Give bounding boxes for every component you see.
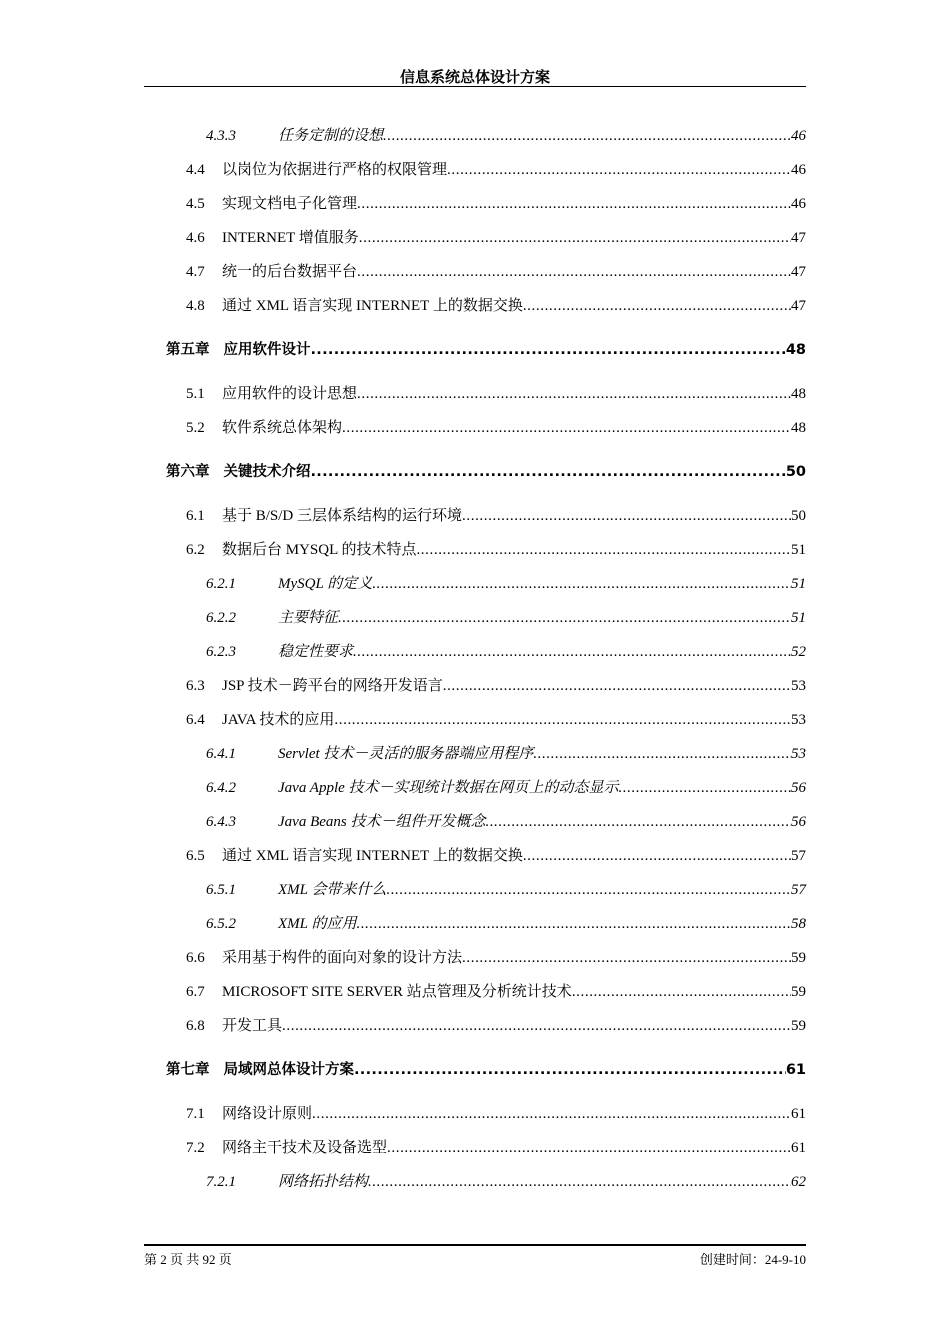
toc-entry[interactable] <box>186 262 806 282</box>
toc-entry[interactable] <box>186 1104 806 1124</box>
footer-created-date: 创建时间：24-9-10 <box>699 1252 806 1267</box>
toc-entry-page-number: 59 <box>791 1018 806 1034</box>
toc-entry[interactable] <box>186 160 806 180</box>
toc-dot-leader <box>462 506 791 526</box>
toc-entry-page-number: 51 <box>791 576 806 592</box>
toc-dot-leader <box>383 126 791 146</box>
toc-entry-title: 应用软件设计 <box>223 342 311 358</box>
toc-entry-page-number: 62 <box>791 1174 806 1190</box>
toc-entry-number: 6.4.1 <box>206 746 236 762</box>
toc-entry-number: 6.2.1 <box>206 576 236 592</box>
page-header-title: 信息系统总体设计方案 <box>399 68 550 86</box>
toc-entry[interactable] <box>186 540 806 560</box>
toc-entry-number: 6.7 <box>186 984 205 1000</box>
toc-entry-number: 5.1 <box>186 386 205 402</box>
toc-entry-number: 6.1 <box>186 508 205 524</box>
toc-dot-leader <box>334 710 791 730</box>
toc-entry-title: 网络设计原则 <box>222 1106 313 1122</box>
toc-dot-leader <box>359 228 791 248</box>
toc-dot-leader <box>282 1016 791 1036</box>
toc-entry-page-number: 47 <box>791 298 806 314</box>
toc-dot-leader <box>372 574 791 594</box>
toc-entry-number: 4.4 <box>186 162 205 178</box>
toc-entry-page-number: 53 <box>791 678 806 694</box>
toc-entry-title: 网络拓扑结构 <box>278 1174 369 1190</box>
toc-entry-number: 第七章 <box>166 1062 210 1078</box>
toc-entry-number: 6.2.2 <box>206 610 236 626</box>
toc-entry[interactable] <box>186 676 806 696</box>
toc-entry-number: 第五章 <box>166 342 210 358</box>
toc-dot-leader <box>447 160 791 180</box>
toc-entry[interactable] <box>206 126 806 146</box>
toc-entry[interactable] <box>206 880 806 900</box>
toc-dot-leader <box>485 812 791 832</box>
toc-entry-number: 5.2 <box>186 420 205 436</box>
toc-entry-title: Java Beans 技术－组件开发概念 <box>278 814 486 830</box>
toc-dot-leader <box>619 778 791 798</box>
toc-entry[interactable] <box>186 228 806 248</box>
toc-entry-page-number: 51 <box>791 542 806 558</box>
toc-entry-page-number: 58 <box>791 916 806 932</box>
toc-dot-leader <box>386 880 791 900</box>
toc-dot-leader <box>311 462 786 482</box>
toc-entry-page-number: 61 <box>791 1106 806 1122</box>
toc-entry-title: 采用基于构件的面向对象的设计方法 <box>222 950 463 966</box>
toc-entry-title: 主要特征 <box>278 610 339 626</box>
toc-entry-title: 任务定制的设想 <box>278 128 384 144</box>
toc-entry[interactable] <box>186 846 806 866</box>
toc-entry-number: 4.5 <box>186 196 205 212</box>
toc-entry-page-number: 57 <box>791 882 806 898</box>
toc-dot-leader <box>342 418 791 438</box>
toc-entry-title: 数据后台 MYSQL 的技术特点 <box>222 542 417 558</box>
toc-dot-leader <box>533 744 791 764</box>
toc-entry-title: 通过 XML 语言实现 INTERNET 上的数据交换 <box>222 298 523 314</box>
toc-entry-number: 7.2.1 <box>206 1174 236 1190</box>
toc-entry-title: JSP 技术－跨平台的网络开发语言 <box>222 678 443 694</box>
toc-dot-leader <box>357 194 791 214</box>
toc-entry[interactable] <box>206 744 806 764</box>
toc-entry-number: 4.3.3 <box>206 128 236 144</box>
toc-entry[interactable] <box>186 982 806 1002</box>
toc-entry-number: 6.4.2 <box>206 780 236 796</box>
toc-dot-leader <box>356 914 791 934</box>
toc-entry-number: 4.7 <box>186 264 205 280</box>
toc-entry-page-number: 46 <box>791 196 806 212</box>
toc-entry[interactable] <box>186 194 806 214</box>
toc-entry[interactable] <box>206 608 806 628</box>
toc-dot-leader <box>572 982 791 1002</box>
toc-entry-page-number: 53 <box>791 712 806 728</box>
toc-entry-title: XML 的应用 <box>278 916 357 932</box>
toc-entry-number: 6.2.3 <box>206 644 236 660</box>
toc-dot-leader <box>312 1104 791 1124</box>
toc-entry-page-number: 46 <box>791 162 806 178</box>
toc-entry[interactable] <box>206 778 806 798</box>
toc-entry[interactable] <box>206 1172 806 1192</box>
toc-dot-leader <box>523 846 791 866</box>
toc-entry[interactable] <box>206 642 806 662</box>
toc-entry-page-number: 48 <box>785 342 806 358</box>
footer-page-count: 第 2 页 共 92 页 <box>144 1252 232 1267</box>
toc-dot-leader <box>357 384 791 404</box>
toc-entry-title: 软件系统总体架构 <box>222 420 343 436</box>
toc-entry-page-number: 50 <box>791 508 806 524</box>
toc-dot-leader <box>387 1138 791 1158</box>
toc-dot-leader <box>311 340 786 360</box>
toc-entry-number: 6.6 <box>186 950 205 966</box>
toc-chapter-entry[interactable] <box>166 1060 806 1080</box>
toc-entry-title: XML 会带来什么 <box>278 882 387 898</box>
toc-entry-title: 开发工具 <box>222 1018 283 1034</box>
toc-entry[interactable] <box>186 418 806 438</box>
toc-entry-title: MySQL 的定义 <box>278 576 373 592</box>
toc-entry-page-number: 52 <box>791 644 806 660</box>
toc-entry-number: 6.5 <box>186 848 205 864</box>
toc-entry-page-number: 47 <box>791 230 806 246</box>
toc-entry-page-number: 57 <box>791 848 806 864</box>
toc-entry-title: INTERNET 增值服务 <box>222 230 359 246</box>
toc-entry-title: MICROSOFT SITE SERVER 站点管理及分析统计技术 <box>222 984 572 1000</box>
toc-entry-page-number: 59 <box>791 950 806 966</box>
toc-entry-title: 统一的后台数据平台 <box>222 264 358 280</box>
toc-entry-page-number: 61 <box>785 1062 806 1078</box>
toc-dot-leader <box>338 608 791 628</box>
toc-dot-leader <box>443 676 791 696</box>
toc-entry-number: 6.2 <box>186 542 205 558</box>
toc-entry-page-number: 59 <box>791 984 806 1000</box>
toc-entry-title: 通过 XML 语言实现 INTERNET 上的数据交换 <box>222 848 523 864</box>
toc-entry-title: 网络主干技术及设备选型 <box>222 1140 388 1156</box>
toc-chapter-entry[interactable] <box>166 340 806 360</box>
toc-entry[interactable] <box>186 1138 806 1158</box>
toc-entry-number: 6.3 <box>186 678 205 694</box>
toc-entry-number: 7.2 <box>186 1140 205 1156</box>
toc-entry[interactable] <box>186 506 806 526</box>
toc-entry-title: 基于 B/S/D 三层体系结构的运行环境 <box>222 508 463 524</box>
toc-entry[interactable] <box>186 296 806 316</box>
footer-rule <box>144 1244 806 1246</box>
toc-entry[interactable] <box>186 948 806 968</box>
toc-dot-leader <box>416 540 791 560</box>
toc-entry[interactable] <box>186 710 806 730</box>
toc-dot-leader <box>353 642 791 662</box>
toc-entry-title: Servlet 技术－灵活的服务器端应用程序 <box>278 746 534 762</box>
toc-entry[interactable] <box>206 812 806 832</box>
toc-entry-page-number: 48 <box>791 386 806 402</box>
toc-entry-page-number: 48 <box>791 420 806 436</box>
toc-entry[interactable] <box>186 1016 806 1036</box>
toc-entry-page-number: 61 <box>791 1140 806 1156</box>
toc-entry-number: 6.4 <box>186 712 205 728</box>
toc-entry-page-number: 46 <box>791 128 806 144</box>
toc-entry-number: 6.5.1 <box>206 882 236 898</box>
toc-entry-title: 稳定性要求 <box>278 644 354 660</box>
toc-entry-number: 6.8 <box>186 1018 205 1034</box>
toc-chapter-entry[interactable] <box>166 462 806 482</box>
toc-dot-leader <box>354 1060 786 1080</box>
toc-entry-page-number: 47 <box>791 264 806 280</box>
toc-dot-leader <box>368 1172 791 1192</box>
toc-entry[interactable] <box>206 914 806 934</box>
toc-entry-page-number: 56 <box>791 814 806 830</box>
toc-dot-leader <box>462 948 791 968</box>
toc-dot-leader <box>523 296 791 316</box>
toc-entry[interactable] <box>206 574 806 594</box>
toc-entry[interactable] <box>186 384 806 404</box>
toc-entry-title: Java Apple 技术－实现统计数据在网页上的动态显示 <box>278 780 619 796</box>
toc-entry-title: 局域网总体设计方案 <box>223 1062 354 1078</box>
toc-entry-number: 6.4.3 <box>206 814 236 830</box>
toc-entry-number: 4.8 <box>186 298 205 314</box>
toc-entry-number: 4.6 <box>186 230 205 246</box>
toc-dot-leader <box>357 262 791 282</box>
toc-entry-page-number: 53 <box>791 746 806 762</box>
toc-entry-title: 关键技术介绍 <box>223 464 311 480</box>
toc-entry-number: 6.5.2 <box>206 916 236 932</box>
toc-entry-number: 7.1 <box>186 1106 205 1122</box>
toc-entry-title: 应用软件的设计思想 <box>222 386 358 402</box>
toc-entry-title: JAVA 技术的应用 <box>222 712 335 728</box>
toc-entry-title: 以岗位为依据进行严格的权限管理 <box>222 162 448 178</box>
toc-entry-number: 第六章 <box>166 464 210 480</box>
toc-entry-page-number: 56 <box>791 780 806 796</box>
toc-entry-title: 实现文档电子化管理 <box>222 196 358 212</box>
toc-entry-page-number: 51 <box>791 610 806 626</box>
toc-entry-page-number: 50 <box>785 464 806 480</box>
